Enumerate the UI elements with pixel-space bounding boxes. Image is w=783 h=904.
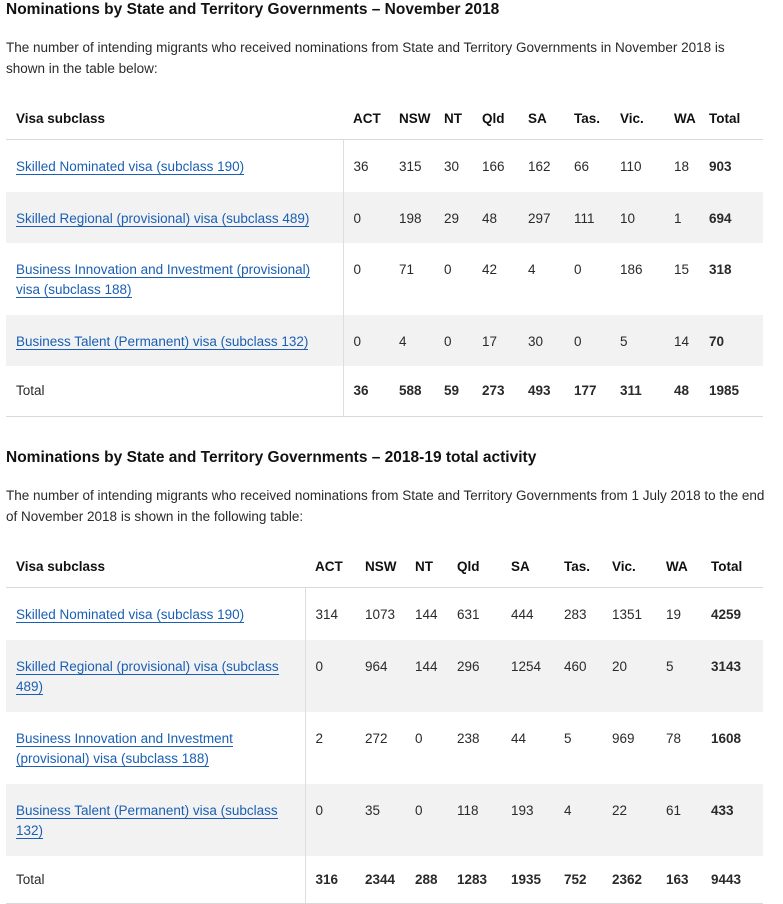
table-cell: 166 (482, 159, 505, 174)
table-row (6, 712, 763, 784)
table-cell: 0 (343, 192, 389, 243)
table-row (6, 243, 763, 315)
table-cell: 48 (664, 366, 699, 417)
table-cell: 460 (554, 640, 602, 712)
table-cell: 35 (355, 784, 405, 856)
col-header-wa: WA (656, 546, 701, 588)
col-header-sa: SA (501, 546, 554, 588)
table-cell: 44 (511, 730, 527, 746)
col-header-vic: Vic. (610, 98, 664, 140)
table-cell: 15 (674, 261, 690, 277)
section2-title: Nominations by State and Territory Governments – 2018-19 total activity (6, 449, 537, 466)
table-cell: 4 (554, 784, 602, 856)
col-header-act: ACT (343, 98, 389, 140)
table-cell: 311 (610, 366, 664, 417)
col-header-nsw: NSW (389, 98, 434, 140)
table-cell: 493 (518, 366, 564, 417)
table-cell: 17 (472, 315, 518, 366)
table-cell: 316 (305, 856, 355, 904)
table-cell: 296 (447, 640, 501, 712)
table-cell: 66 (574, 159, 590, 174)
table-row (6, 588, 763, 640)
row-total: 903 (709, 159, 732, 174)
row-total: 433 (701, 784, 763, 856)
table-cell: 111 (564, 192, 610, 243)
table-cell: 0 (574, 261, 582, 277)
table-cell: 288 (405, 856, 447, 904)
col-header-visa: Visa subclass (6, 546, 305, 588)
table-row (6, 192, 763, 243)
col-header-tas: Tas. (554, 546, 602, 588)
table-cell: 29 (434, 192, 472, 243)
table-cell: 144 (405, 640, 447, 712)
col-header-total: Total (699, 98, 763, 140)
table-cell: 5 (656, 640, 701, 712)
table-cell: 444 (511, 607, 534, 622)
section2-table (6, 546, 763, 904)
section1-table (6, 98, 763, 417)
table-cell: 20 (602, 640, 656, 712)
col-header-wa: WA (664, 98, 699, 140)
col-header-nsw: NSW (355, 546, 405, 588)
table-cell: 5 (564, 730, 572, 746)
table-cell: 297 (518, 192, 564, 243)
table-cell: 42 (482, 261, 498, 277)
table-cell: 36 (343, 366, 389, 417)
table-cell: 118 (447, 784, 501, 856)
table-cell: 0 (564, 315, 610, 366)
table-cell: 315 (399, 159, 422, 174)
table-cell: 631 (457, 607, 480, 622)
table-cell: 1935 (501, 856, 554, 904)
table-cell: 22 (602, 784, 656, 856)
table-cell: 19 (666, 607, 682, 622)
table-cell: 1073 (365, 607, 396, 622)
table-cell: 0 (353, 261, 362, 277)
table-cell: 4 (528, 261, 536, 277)
table-cell: 2344 (355, 856, 405, 904)
table-cell: 2 (315, 730, 324, 746)
table-cell: 78 (666, 730, 682, 746)
table-cell: 162 (528, 159, 551, 174)
table-cell: 71 (399, 261, 415, 277)
table-cell: 4 (389, 315, 434, 366)
col-header-nt: NT (405, 546, 447, 588)
table-cell: 18 (674, 159, 690, 174)
table-cell: 5 (610, 315, 664, 366)
table-cell: 0 (343, 315, 389, 366)
col-header-act: ACT (305, 546, 355, 588)
row-total: 3143 (701, 640, 763, 712)
table-cell: 10 (610, 192, 664, 243)
table-cell: 588 (389, 366, 434, 417)
table-cell: 30 (518, 315, 564, 366)
table-row (6, 140, 763, 192)
row-total: 70 (699, 315, 763, 366)
table-cell: 314 (315, 607, 339, 622)
visa-link[interactable]: Skilled Regional (provisional) visa (subclass 489) (16, 210, 310, 226)
total-label: Total (6, 856, 305, 904)
row-total: 694 (699, 192, 763, 243)
table-header-row (6, 546, 763, 588)
table-cell: 177 (564, 366, 610, 417)
table-cell: 0 (305, 784, 355, 856)
visa-link[interactable]: Skilled Nominated visa (subclass 190) (16, 159, 245, 174)
table-cell: 273 (472, 366, 518, 417)
visa-link[interactable]: Business Innovation and Investment (provisional) visa (subclass 188) (16, 261, 311, 297)
table-cell: 969 (612, 730, 635, 746)
table-cell: 2362 (602, 856, 656, 904)
table-cell: 1254 (501, 640, 554, 712)
col-header-qld: Qld (472, 98, 518, 140)
col-header-total: Total (701, 546, 763, 588)
table-header-row (6, 98, 763, 140)
grand-total: 9443 (701, 856, 763, 904)
table-cell: 1351 (612, 607, 643, 622)
visa-link[interactable]: Skilled Regional (provisional) visa (subclass 489) (16, 658, 279, 694)
table-total-row (6, 856, 763, 904)
total-label: Total (6, 366, 343, 417)
table-cell: 0 (444, 261, 452, 277)
section1-intro: The number of intending migrants who received nominations from State and Territory Governments in November 2018 is shown in the table below: (6, 40, 725, 76)
col-header-sa: SA (518, 98, 564, 140)
table-cell: 752 (554, 856, 602, 904)
table-cell: 238 (457, 730, 480, 746)
table-cell: 36 (353, 159, 369, 174)
section1-title: Nominations by State and Territory Governments – November 2018 (6, 1, 500, 18)
table-cell: 61 (656, 784, 701, 856)
col-header-nt: NT (434, 98, 472, 140)
table-cell: 186 (620, 261, 643, 277)
table-cell: 0 (415, 730, 423, 746)
table-cell: 198 (389, 192, 434, 243)
col-header-visa: Visa subclass (6, 98, 343, 140)
table-cell: 0 (305, 640, 355, 712)
table-cell: 163 (656, 856, 701, 904)
visa-link[interactable]: Skilled Nominated visa (subclass 190) (16, 607, 245, 622)
table-row (6, 315, 763, 366)
table-cell: 272 (365, 730, 388, 746)
visa-link[interactable]: Business Innovation and Investment (provisional) visa (subclass 188) (16, 730, 233, 766)
table-cell: 0 (405, 784, 447, 856)
table-cell: 0 (434, 315, 472, 366)
row-total: 4259 (711, 607, 742, 622)
table-cell: 30 (444, 159, 460, 174)
table-cell: 59 (434, 366, 472, 417)
row-total: 318 (709, 261, 732, 277)
table-cell: 193 (501, 784, 554, 856)
table-cell: 14 (664, 315, 699, 366)
table-cell: 110 (620, 159, 642, 174)
col-header-tas: Tas. (564, 98, 610, 140)
col-header-vic: Vic. (602, 546, 656, 588)
visa-link[interactable]: Business Talent (Permanent) visa (subclass 132) (16, 802, 278, 838)
row-total: 1608 (711, 730, 742, 746)
table-cell: 964 (355, 640, 405, 712)
table-cell: 1283 (447, 856, 501, 904)
table-cell: 1 (664, 192, 699, 243)
table-row (6, 640, 763, 712)
table-cell: 283 (564, 607, 587, 622)
grand-total: 1985 (699, 366, 763, 417)
table-cell: 144 (415, 607, 438, 622)
table-row (6, 784, 763, 856)
visa-link[interactable]: Business Talent (Permanent) visa (subclass 132) (16, 333, 309, 349)
table-cell: 48 (472, 192, 518, 243)
table-total-row (6, 366, 763, 417)
section2-intro: The number of intending migrants who received nominations from State and Territory Governments from 1 July 2018 to the end of November 2018 is shown in the following table: (6, 488, 765, 524)
col-header-qld: Qld (447, 546, 501, 588)
